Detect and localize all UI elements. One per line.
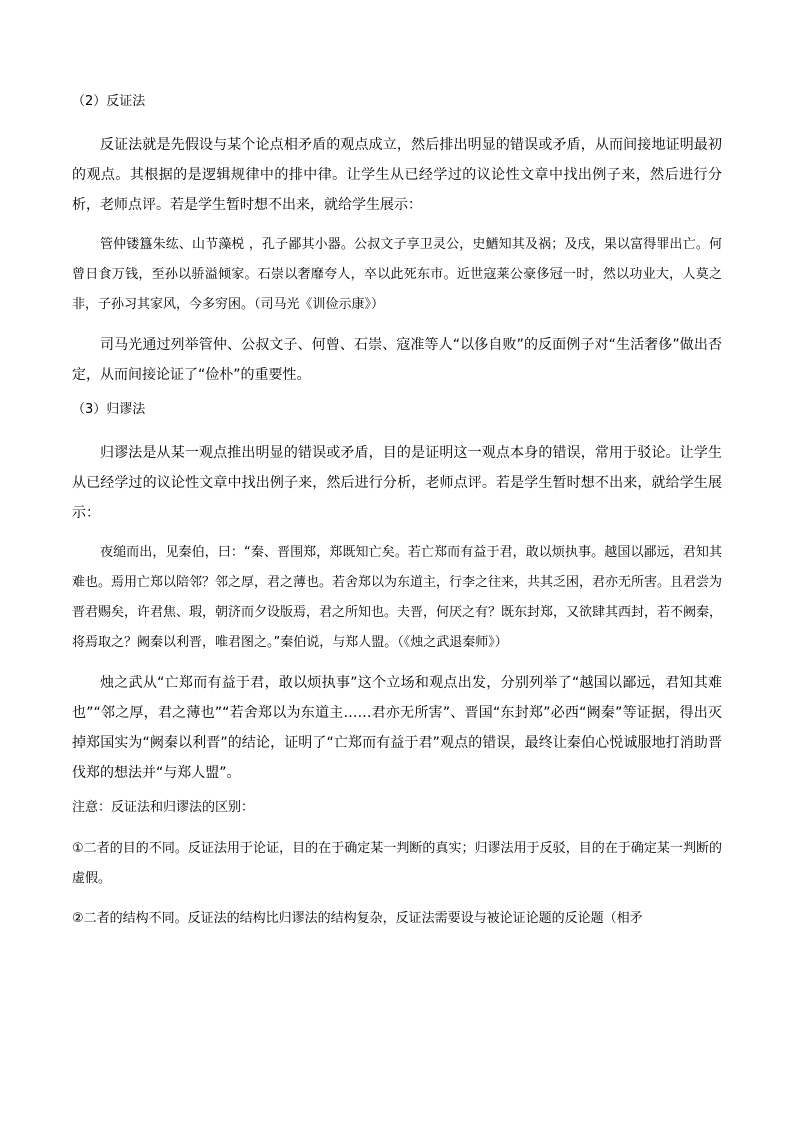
section-heading-reductio: （3）归谬法 [72, 402, 146, 417]
paragraph-zhu-zhiwu-analysis: 烛之武从“亡郑而有益于君，敢以烦执事”这个立场和观点出发，分别列举了“越国以鄙远，君知其难也”“邻之厚，君之薄也”“若舍郑以为东道主……君亦无所害”、晋国“东封郑”必西“阙秦”等证据，得出灭掉郑国实为“阙秦以利晋”的结论，证明了“亡郑而有益于君”观点的错误，最终让秦伯心悦诚服地打消助晋伐郑的想法并“与郑人盟”。 [72, 675, 722, 781]
paragraph-reductio-definition: 归谬法是从某一观点推出明显的错误或矛盾，目的是证明这一观点本身的错误，常用于驳论。让学生从已经学过的议论性文章中找出例子来，然后进行分析，老师点评。若是学生暂时想不出来，就给学生展示： [72, 445, 722, 521]
section-heading-proof-by-contradiction: （2）反证法 [72, 94, 146, 109]
quote-xunjian-shikang: 管仲镂簋朱纮、山节藻棁 ，孔子鄙其小器。公叔文子享卫灵公，史鰌知其及祸；及戌，果以富得罪出亡。何曾日食万钱，至孙以骄溢倾家。石崇以奢靡夸人，卒以此死东市。近世寇莱公豪侈冠一时，然以功业大，人莫之非，子孙习其家风，今多穷困。（司马光《训俭示康》） [72, 237, 722, 312]
note-title: 注意：反证法和归谬法的区别： [72, 800, 255, 815]
paragraph-proof-by-contradiction-definition: 反证法就是先假设与某个论点相矛盾的观点成立，然后排出明显的错误或矛盾，从而间接地证明最初的观点。其根据的是逻辑规律中的排中律。让学生从已经学过的议论性文章中找出例子来，然后进行分析，老师点评。若是学生暂时想不出来，就给学生展示： [72, 137, 722, 213]
note-item-purpose: ①二者的目的不同。反证法用于论证，目的在于确定某一判断的真实；归谬法用于反驳，目的在于确定某一判断的虚假。 [72, 841, 722, 886]
paragraph-sima-guang-analysis: 司马光通过列举管仲、公叔文子、何曾、石崇、寇准等人“以侈自败”的反面例子对“生活奢侈”做出否定，从而间接论证了“俭朴”的重要性。 [72, 337, 722, 383]
note-item-structure: ②二者的结构不同。反证法的结构比归谬法的结构复杂，反证法需要设与被论证论题的反论题（相矛 [72, 911, 643, 926]
document-body [72, 92, 722, 944]
quote-zhu-zhiwu: 夜缒而出，见秦伯，曰：“秦、晋围郑，郑既知亡矣。若亡郑而有益于君，敢以烦执事。越国以鄙远，君知其难也。焉用亡郑以陪邻？邻之厚，君之薄也。若舍郑以为东道主，行李之往来，共其乏困，君亦无所害。且君尝为晋君赐矣，许君焦、瑕，朝济而夕设版焉，君之所知也。夫晋，何厌之有？既东封郑，又欲肆其西封，若不阙秦，将焉取之？阙秦以利晋，唯君图之。”秦伯说，与郑人盟。（《烛之武退秦师》） [72, 545, 723, 650]
